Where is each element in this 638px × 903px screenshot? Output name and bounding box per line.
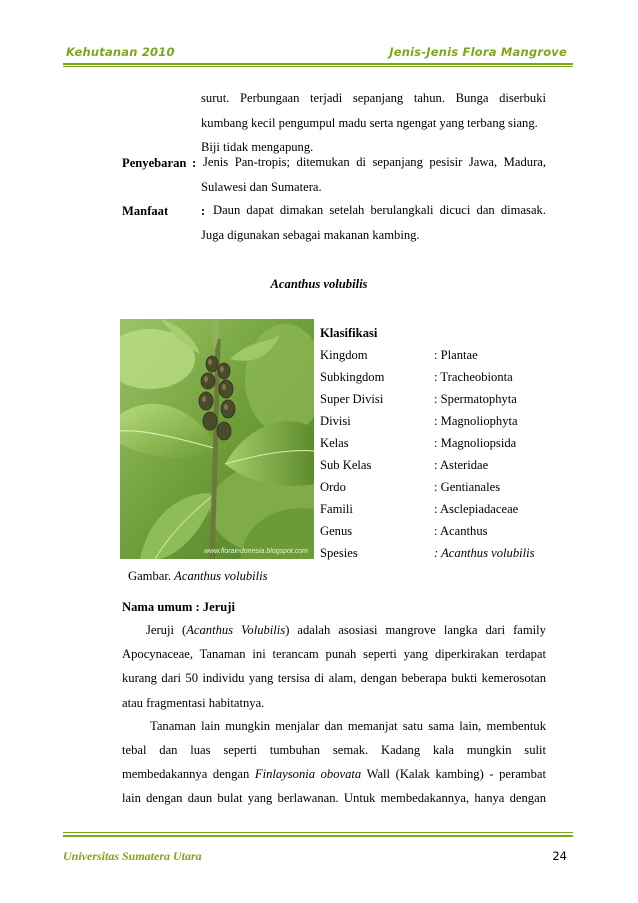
penyebaran-text: Jenis Pan-tropis; ditemukan di sepanjang pesisir Jawa, Madura, bbox=[203, 155, 546, 169]
klasifikasi-title: Klasifikasi bbox=[320, 326, 378, 340]
manfaat-text: Daun dapat dimakan setelah berulangkali dicuci dan dimasak. bbox=[213, 203, 546, 217]
page-number: 24 bbox=[552, 849, 567, 863]
penyebaran-text: Sulawesi dan Sumatera. bbox=[201, 180, 322, 194]
para1-text: ) adalah asosiasi mangrove langka dari family bbox=[285, 623, 546, 637]
klasifikasi-rank: Famili bbox=[320, 502, 353, 516]
paragraph-line: tebal dan luas seperti tumbuhan semak. Kadang kala mungkin sulit bbox=[122, 743, 546, 757]
paragraph-line bbox=[122, 767, 546, 782]
manfaat-colon: : bbox=[201, 204, 206, 218]
figure-caption bbox=[128, 568, 268, 584]
klasifikasi-value: : Tracheobionta bbox=[434, 370, 513, 384]
klasifikasi-value: : Acanthus bbox=[434, 524, 488, 538]
klasifikasi-rank: Divisi bbox=[320, 414, 351, 428]
klasifikasi-value: : Spermatophyta bbox=[434, 392, 517, 406]
penyebaran-label: Penyebaran bbox=[122, 156, 187, 170]
caption-species: Acanthus volubilis bbox=[174, 569, 268, 583]
caption-prefix: Gambar. bbox=[128, 569, 175, 583]
klasifikasi-rank: Sub Kelas bbox=[320, 458, 372, 472]
klasifikasi-rank: Ordo bbox=[320, 480, 346, 494]
klasifikasi-value: : Asclepiadaceae bbox=[434, 502, 519, 516]
plant-photo-drawing bbox=[120, 319, 314, 559]
para2-text: membedakannya dengan bbox=[122, 767, 255, 781]
paragraph-line: atau fragmentasi habitatnya. bbox=[122, 696, 265, 710]
klasifikasi-value: : Acanthus volubilis bbox=[434, 546, 535, 560]
klasifikasi-rank: Subkingdom bbox=[320, 370, 385, 384]
para1-text: Jeruji ( bbox=[146, 623, 187, 637]
paragraph-line bbox=[146, 623, 546, 638]
footer-institution: Universitas Sumatera Utara bbox=[63, 849, 202, 863]
para2-text: Wall (Kalak kambing) - perambat bbox=[361, 767, 546, 781]
klasifikasi-value: : Asteridae bbox=[434, 458, 489, 472]
paragraph-line: lain dengan daun bulat yang berlawanan. Untuk membedakannya, hanya dengan bbox=[122, 791, 546, 805]
paragraph-line: Apocynaceae, Tanaman ini terancam punah seperti yang diperkirakan terdapat bbox=[122, 647, 546, 661]
klasifikasi-rank: Kingdom bbox=[320, 348, 368, 362]
footer-rule-thin bbox=[63, 832, 573, 833]
intro-line: Biji tidak mengapung. bbox=[201, 140, 314, 154]
klasifikasi-value: : Magnoliophyta bbox=[434, 414, 518, 428]
klasifikasi-value: : Plantae bbox=[434, 348, 478, 362]
klasifikasi-rank: Spesies bbox=[320, 546, 358, 560]
paragraph-line: Tanaman lain mungkin menjalar dan memanjat satu sama lain, membentuk bbox=[150, 719, 546, 733]
penyebaran-colon: : bbox=[192, 156, 197, 170]
species-title: Acanthus volubilis bbox=[270, 277, 368, 291]
photo-watermark: www.floraindonesia.blogspot.com bbox=[204, 548, 308, 555]
klasifikasi-value: : Magnoliopsida bbox=[434, 436, 517, 450]
plant-photo bbox=[120, 319, 314, 559]
manfaat-text: Juga digunakan sebagai makanan kambing. bbox=[201, 228, 420, 242]
klasifikasi-rank: Kelas bbox=[320, 436, 349, 450]
klasifikasi-rank: Super Divisi bbox=[320, 392, 384, 406]
intro-line: kumbang kecil pengumpul madu serta ngengat yang terbang siang. bbox=[201, 116, 538, 130]
klasifikasi-value: : Gentianales bbox=[434, 480, 501, 494]
paragraph-line: kurang dari 50 individu yang tersisa di alam, dengan beberapa bukti kemerosotan bbox=[122, 671, 546, 685]
header-rule bbox=[63, 63, 573, 65]
running-header-left: Kehutanan 2010 bbox=[66, 45, 175, 59]
para1-species: Acanthus Volubilis bbox=[186, 623, 286, 637]
klasifikasi-rank: Genus bbox=[320, 524, 353, 538]
running-header-right: Jenis-Jenis Flora Mangrove bbox=[389, 45, 567, 59]
para2-species: Finlaysonia obovata bbox=[254, 767, 362, 781]
intro-line: surut. Perbungaan terjadi sepanjang tahun. Bunga diserbuki bbox=[201, 91, 546, 105]
manfaat-label: Manfaat bbox=[122, 204, 169, 218]
header-rule-thin bbox=[63, 66, 573, 67]
common-name-heading: Nama umum : Jeruji bbox=[122, 600, 235, 614]
footer-rule bbox=[63, 835, 573, 837]
